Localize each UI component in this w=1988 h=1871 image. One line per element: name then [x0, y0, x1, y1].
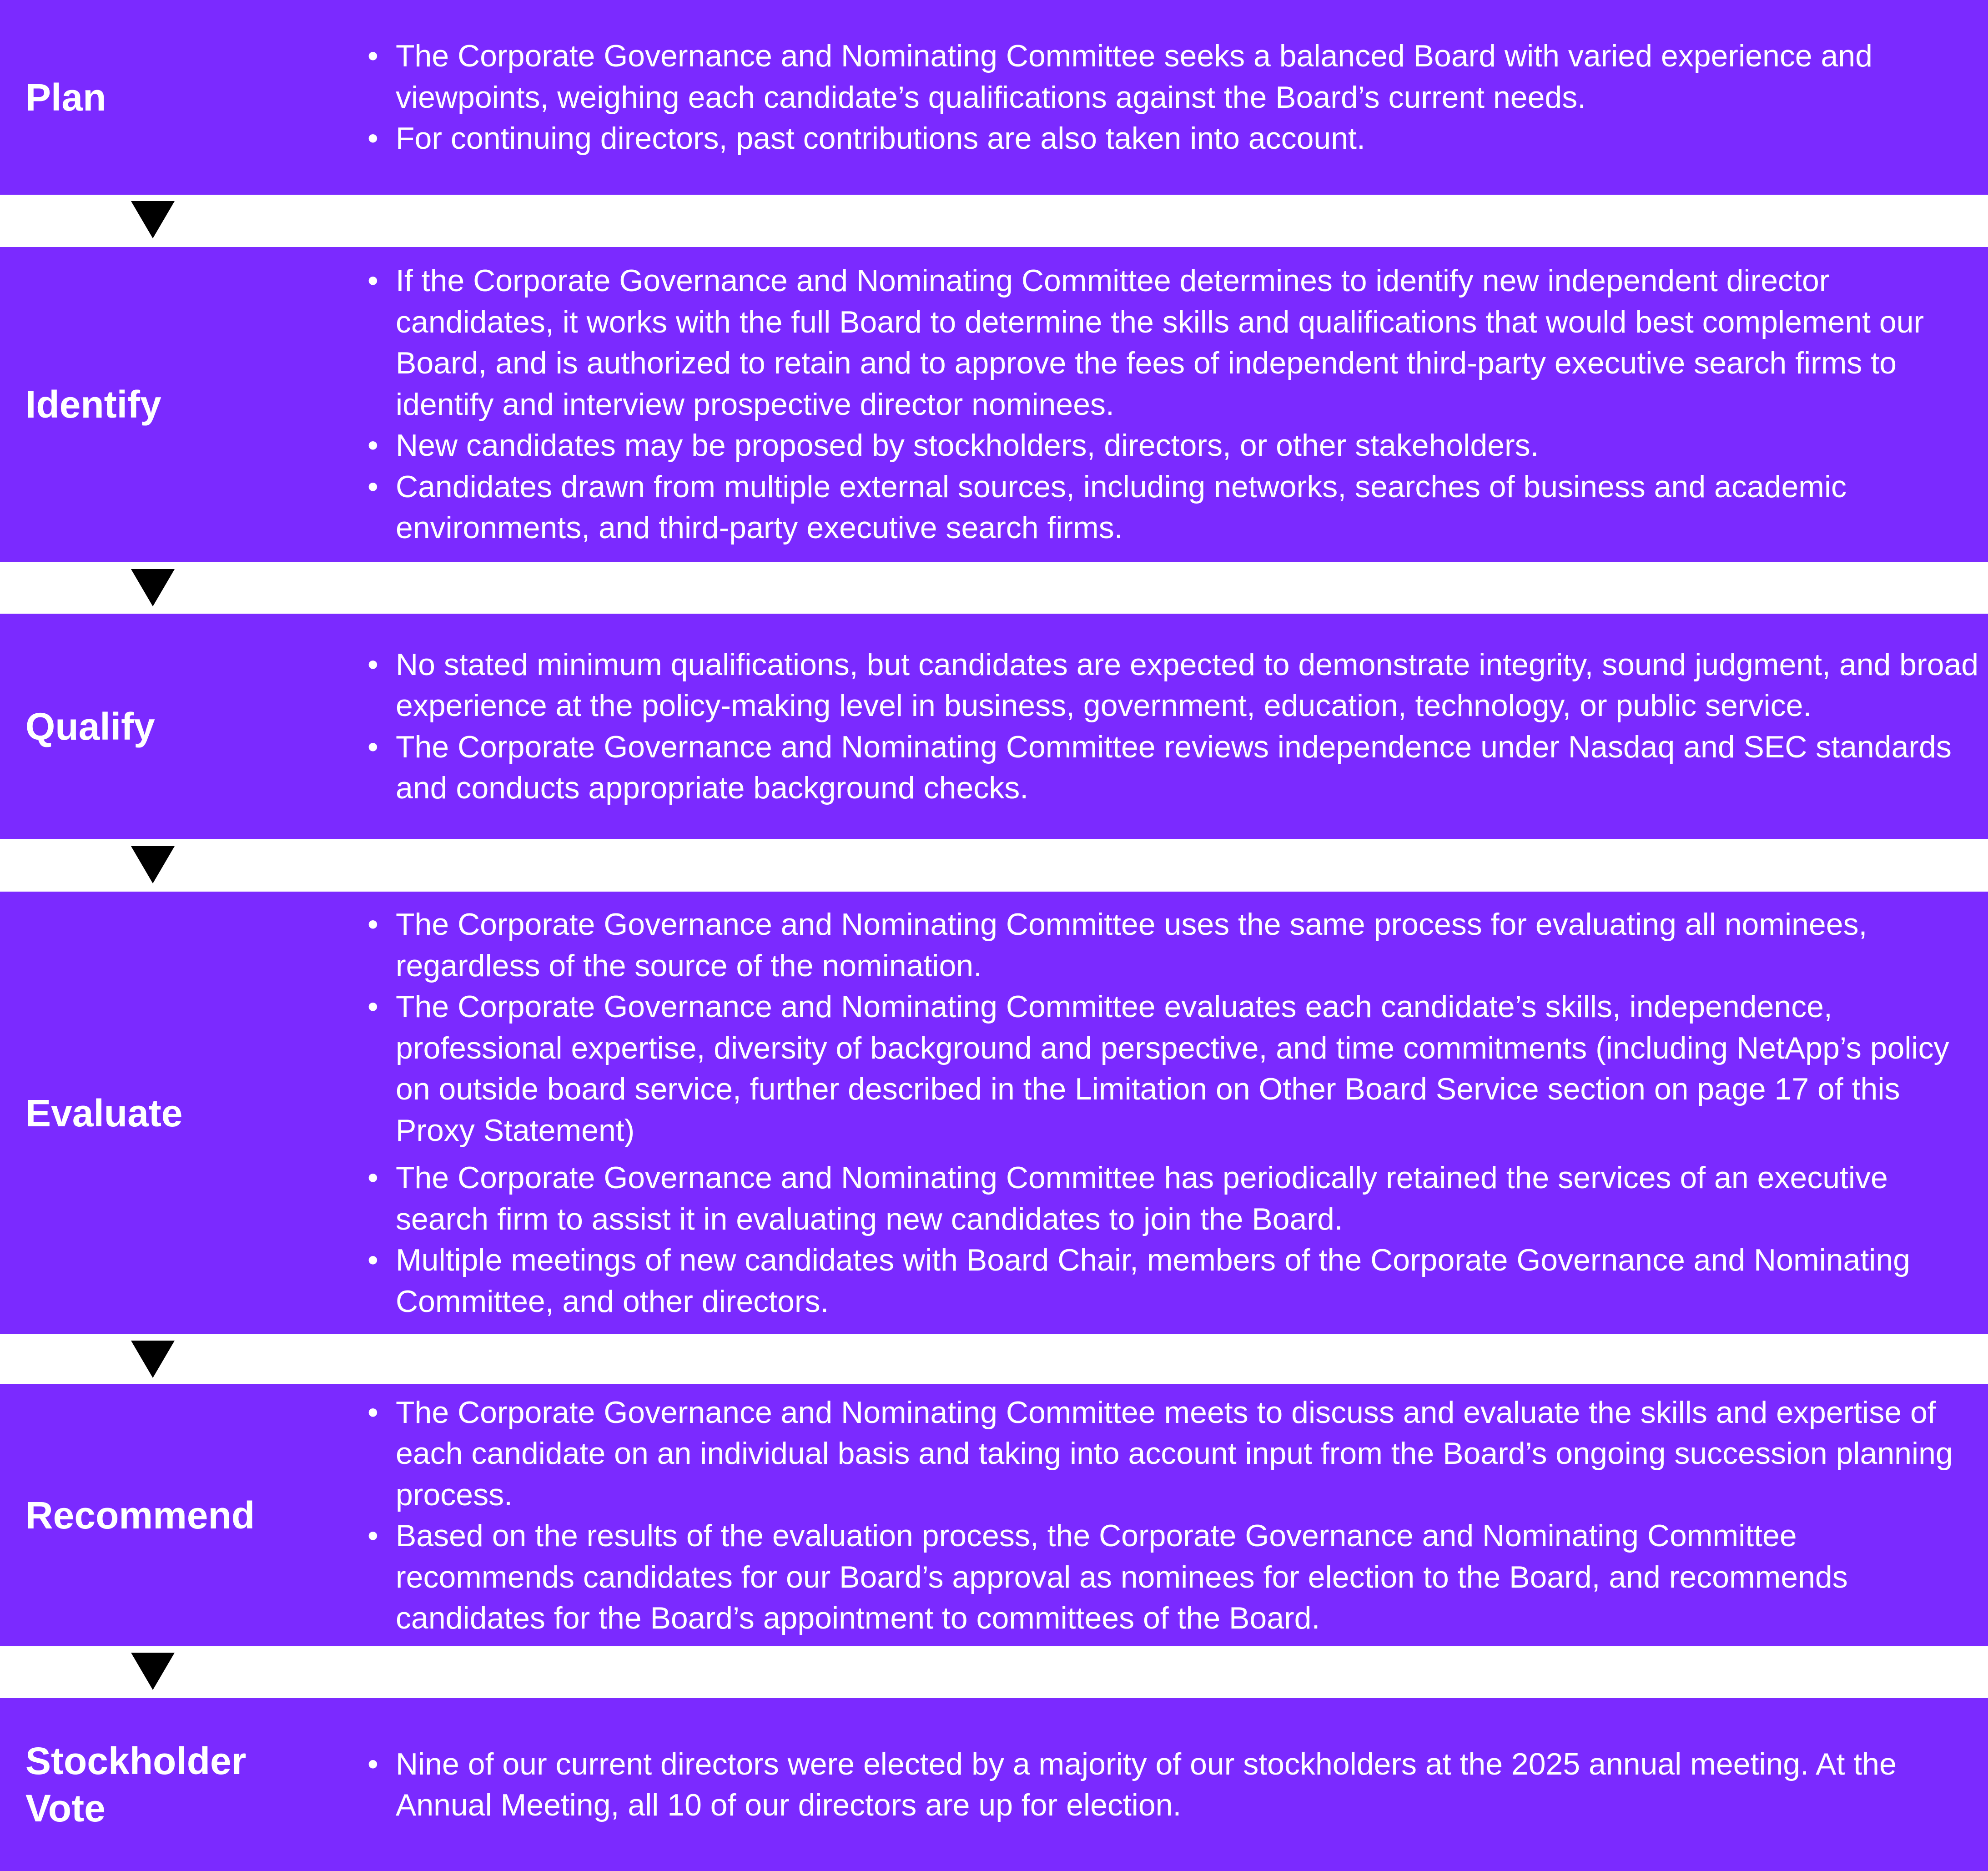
- list-item: [367, 35, 1979, 118]
- stage-evaluate: [0, 892, 1988, 1334]
- stage-bullet-list: [367, 35, 1979, 159]
- bullet-icon: •: [367, 1746, 378, 1781]
- bullet-icon: •: [367, 907, 378, 942]
- down-triangle-icon: [131, 569, 175, 606]
- stage-identify: [0, 247, 1988, 562]
- stage-recommend: [0, 1384, 1988, 1646]
- bullet-icon: •: [367, 263, 378, 298]
- list-item: [367, 1515, 1979, 1639]
- list-item: [367, 466, 1979, 549]
- bullet-text: Nine of our current directors were elected by a majority of our stockholders at the 2025 annual meeting. At the Annual Meeting, all 10 of our directors are up for election.: [396, 1746, 1897, 1822]
- bullet-icon: •: [367, 729, 378, 764]
- bullet-text: The Corporate Governance and Nominating Committee meets to discuss and evaluate the skills and expertise of each candidate on an individual basis and taking into account input from the Board’s ongoing succession planning process.: [396, 1395, 1953, 1512]
- list-item: [367, 425, 1979, 466]
- bullet-icon: •: [367, 428, 378, 463]
- down-triangle-icon: [131, 1653, 175, 1690]
- bullet-text: The Corporate Governance and Nominating Committee seeks a balanced Board with varied experience and viewpoints, weighing each candidate’s qualifications against the Board’s current needs.: [396, 39, 1872, 115]
- bullet-text: New candidates may be proposed by stockholders, directors, or other stakeholders.: [396, 428, 1539, 463]
- list-item: [367, 1240, 1979, 1322]
- list-item: [367, 644, 1979, 726]
- down-triangle-icon: [131, 1341, 175, 1378]
- stage-bullet-list: [367, 1744, 1979, 1826]
- list-item: [367, 260, 1979, 425]
- bullet-text: The Corporate Governance and Nominating Committee evaluates each candidate’s skills, independence, professional expertise, diversity of background and perspective, and time commitments (including NetApp’s policy on outside board service, further described in the Limitation on Other Board Service section on page 17 of this Proxy Statement): [396, 989, 1949, 1148]
- down-triangle-icon: [131, 201, 175, 238]
- list-item: [367, 1744, 1979, 1826]
- bullet-text: If the Corporate Governance and Nominating Committee determines to identify new independent director candidates, it works with the full Board to determine the skills and qualifications that would best complement our Board, and is authorized to retain and to approve the fees of independent third-party executive search firms to identify and interview prospective director nominees.: [396, 263, 1924, 422]
- bullet-text: No stated minimum qualifications, but candidates are expected to demonstrate integrity, sound judgment, and broad experience at the policy-making level in business, government, education, technology, or public service.: [396, 647, 1979, 723]
- list-item: [367, 986, 1979, 1151]
- list-item: [367, 726, 1979, 809]
- bullet-icon: •: [367, 39, 378, 73]
- bullet-text: The Corporate Governance and Nominating Committee has periodically retained the services of an executive search firm to assist it in evaluating new candidates to join the Board.: [396, 1160, 1888, 1236]
- bullet-icon: •: [367, 1518, 378, 1553]
- stage-title: Recommend: [25, 1494, 255, 1537]
- bullet-icon: •: [367, 989, 378, 1024]
- stage-bullet-list: [367, 1392, 1979, 1639]
- list-item: [367, 1157, 1979, 1240]
- stage-title: Stockholder Vote: [25, 1740, 247, 1830]
- stage-title: Evaluate: [25, 1091, 183, 1135]
- stage-bullet-list: [367, 904, 1979, 1322]
- bullet-text: For continuing directors, past contributions are also taken into account.: [396, 121, 1365, 156]
- bullet-text: Candidates drawn from multiple external sources, including networks, searches of business and academic environments, and third-party executive search firms.: [396, 469, 1847, 545]
- stage-plan: [0, 0, 1988, 195]
- bullet-text: The Corporate Governance and Nominating Committee uses the same process for evaluating all nominees, regardless of the source of the nomination.: [396, 907, 1867, 983]
- stage-title: Identify: [25, 383, 161, 426]
- stage-title: Qualify: [25, 705, 155, 748]
- bullet-text: Multiple meetings of new candidates with Board Chair, members of the Corporate Governance and Nominating Committee, and other directors.: [396, 1243, 1910, 1319]
- bullet-icon: •: [367, 647, 378, 682]
- bullet-icon: •: [367, 469, 378, 504]
- list-item: [367, 118, 1979, 159]
- bullet-icon: •: [367, 121, 378, 156]
- list-item: [367, 1392, 1979, 1516]
- bullet-icon: •: [367, 1243, 378, 1277]
- down-triangle-icon: [131, 846, 175, 883]
- bullet-text: Based on the results of the evaluation process, the Corporate Governance and Nominating Committee recommends candidates for our Board’s approval as nominees for election to the Board, and recommends candidates for the Board’s appointment to committees of the Board.: [396, 1518, 1848, 1635]
- stage-bullet-list: [367, 644, 1979, 809]
- bullet-text: The Corporate Governance and Nominating Committee reviews independence under Nasdaq and SEC standards and conducts appropriate background checks.: [396, 729, 1952, 805]
- stage-qualify: [0, 614, 1988, 839]
- stage-bullet-list: [367, 260, 1979, 549]
- bullet-icon: •: [367, 1160, 378, 1195]
- stage-stockholder-vote: [0, 1698, 1988, 1871]
- stage-title: Plan: [25, 76, 106, 119]
- bullet-icon: •: [367, 1395, 378, 1430]
- list-item: [367, 904, 1979, 986]
